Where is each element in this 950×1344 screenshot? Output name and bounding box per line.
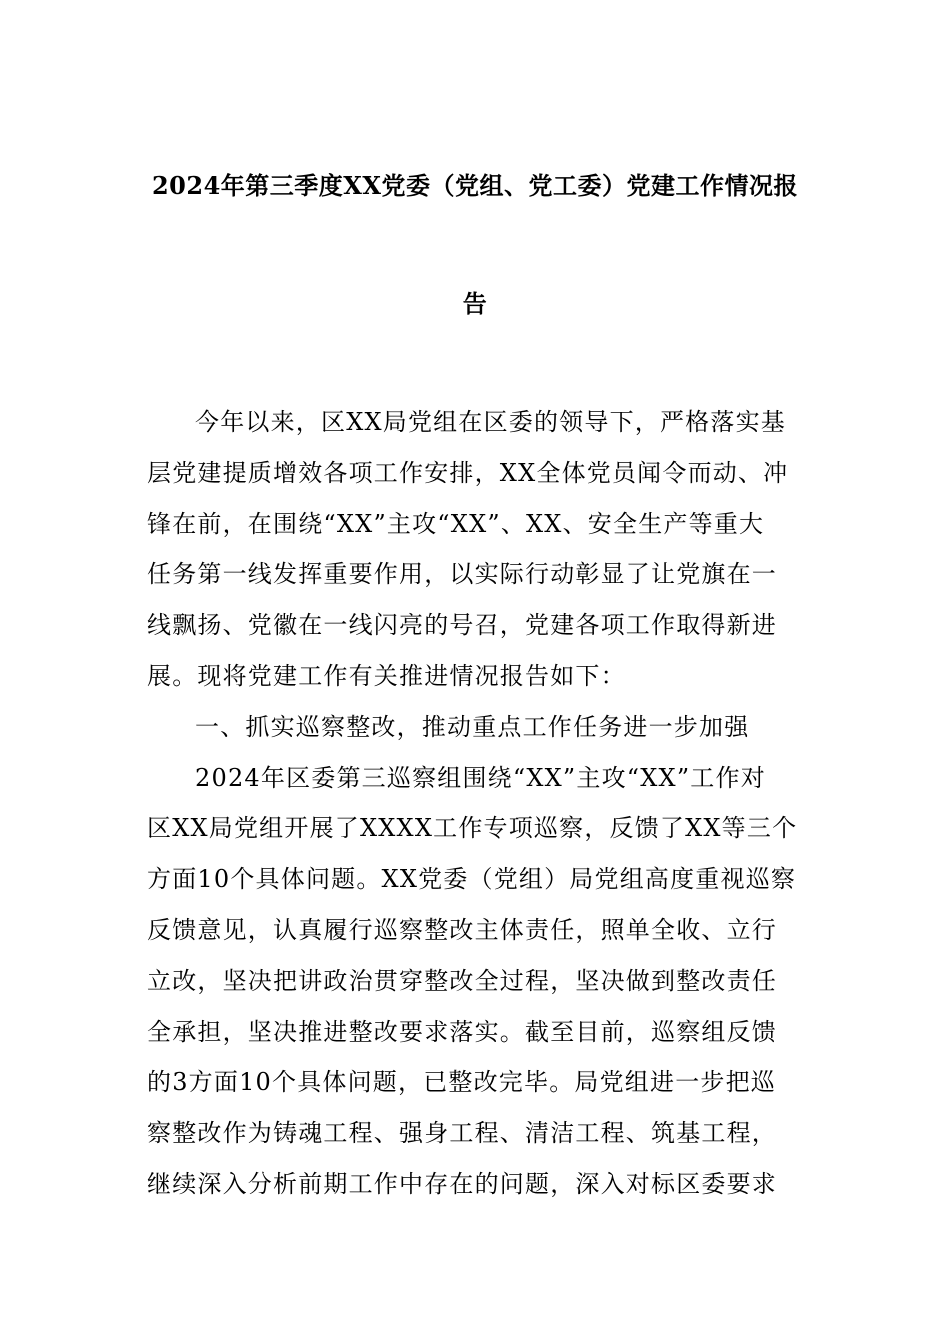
paragraph-line: 任务第一线发挥重要作用，以实际行动彰显了让党旗在一 [147,560,777,589]
section-heading: 一、抓实巡察整改，推动重点工作任务进一步加强 [195,712,750,741]
paragraph-line: 的3方面10个具体问题，已整改完毕。局党组进一步把巡 [147,1068,777,1097]
document-title-line-1: 2024年第三季度XX党委（党组、党工委）党建工作情况报 [151,171,799,200]
paragraph-line: 线飘扬、党徽在一线闪亮的号召，党建各项工作取得新进 [147,611,777,640]
paragraph-line: 全承担，坚决推进整改要求落实。截至目前，巡察组反馈 [147,1017,777,1046]
paragraph-line: 今年以来，区XX局党组在区委的领导下，严格落实基 [195,408,786,436]
paragraph-line: 立改，坚决把讲政治贯穿整改全过程，坚决做到整改责任 [147,966,777,995]
paragraph-line: 锋在前，在围绕“XX”主攻“XX”、XX、安全生产等重大 [147,509,765,538]
paragraph-line: 展。现将党建工作有关推进情况报告如下： [147,661,626,690]
paragraph-line: 区XX局党组开展了XXXX工作专项巡察，反馈了XX等三个 [147,814,798,843]
paragraph-line: 2024年区委第三巡察组围绕“XX”主攻“XX”工作对 [195,763,766,792]
paragraph-line: 层党建提质增效各项工作安排，XX全体党员闻令而动、冲 [147,458,789,487]
paragraph-line: 继续深入分析前期工作中存在的问题，深入对标区委要求 [147,1169,777,1198]
document-title-line-2: 告 [462,289,488,318]
paragraph-line: 察整改作为铸魂工程、强身工程、清洁工程、筑基工程， [147,1119,777,1148]
paragraph-line: 反馈意见，认真履行巡察整改主体责任，照单全收、立行 [147,915,777,944]
document-body [147,397,807,1210]
paragraph-line: 方面10个具体问题。XX党委（党组）局党组高度重视巡察 [147,865,797,894]
